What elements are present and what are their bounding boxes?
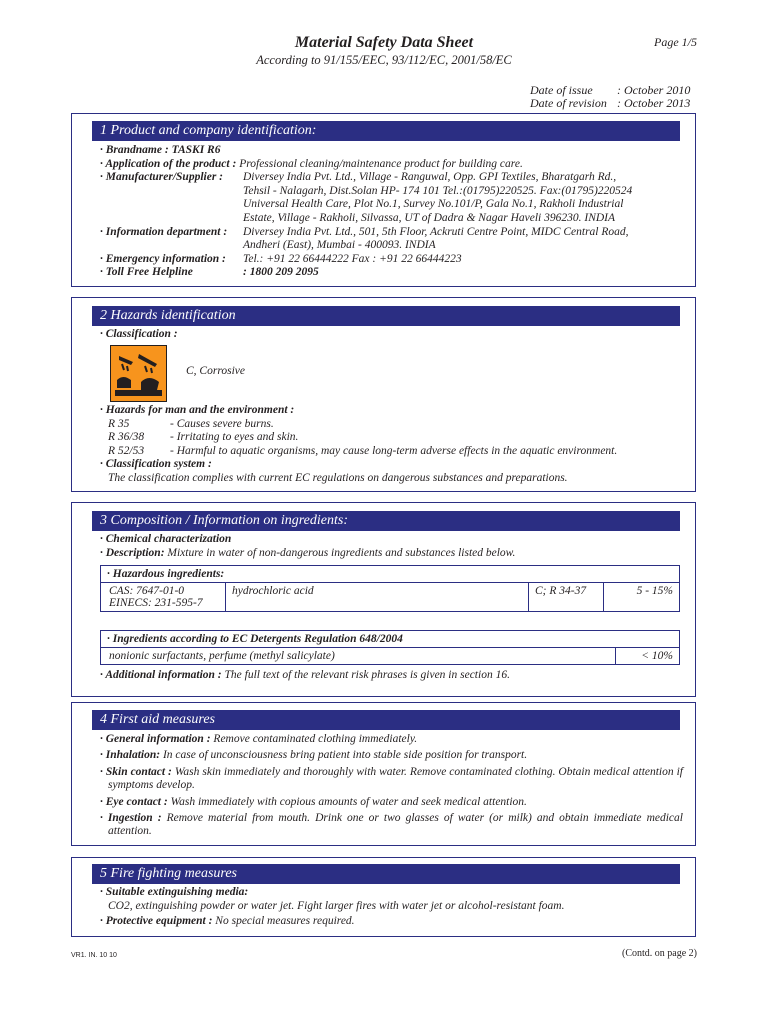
ingredient-name: hydrochloric acid [226,583,529,612]
continued-note: (Contd. on page 2) [622,948,697,959]
inhalation-label: · Inhalation: [100,749,161,762]
risk-phrase [100,431,683,445]
classification-system-text: The classification complies with current EC regulations on dangerous substances and preparations. [108,471,568,484]
information-line: Diversey India Pvt. Ltd., 501, 5th Floor, Ackruti Centre Point, MIDC Central Road, [243,225,629,238]
section-first-aid [71,702,696,846]
detergent-regulation-label: · Ingredients according to EC Detergents Regulation 648/2004 [101,631,680,648]
version-code: VR1. IN. 10 10 [71,952,117,959]
manufacturer-line: Estate, Village - Rakholi, Silvassa, UT of Dadra & Nagar Haveli 396230. INDIA [243,211,616,224]
application-label: · Application of the product : [100,157,237,170]
risk-code: R 36/38 [108,431,145,444]
ingredient-percentage: 5 - 15% [604,583,680,612]
detergent-percentage: < 10% [616,648,680,665]
section-hazards-identification [71,297,696,492]
hazardous-ingredients-table [104,565,680,612]
section-fire-fighting [71,857,696,937]
eye-contact-value: Wash immediately with copious amounts of water and seek medical attention. [167,795,527,808]
classification-system-label: · Classification system : [100,458,212,471]
detergent-ingredients: nonionic surfactants, perfume (methyl salicylate) [101,648,616,665]
manufacturer-line: Universal Health Care, Plot No.1, Survey No.101/P, Gala No.1, Rakholi Industrial [243,198,624,211]
risk-phrase [100,418,683,432]
skin-contact-label: · Skin contact : [100,765,172,778]
skin-contact-value: Wash skin immediately and thoroughly with water. Remove contaminated clothing. Obtain medical attention if symptoms develop. [108,765,684,792]
hazardous-ingredients-label: · Hazardous ingredients: [101,566,680,583]
brandname: · Brandname : TASKI R6 [100,144,221,156]
section-1-body [100,144,683,280]
einecs-number: EINECS: 231-595-7 [109,597,203,609]
hazards-block [100,404,683,486]
cas-number: CAS: 7647-01-0 [109,585,185,597]
eye-contact-label: · Eye contact : [100,795,168,808]
general-info-label: · General information : [100,733,211,745]
manufacturer-line: Tehsil - Nalagarh, Dist.Solan HP- 174 101 Tel.:(01795)220525. Fax:(01795)220524 [243,184,633,197]
protective-equipment-label: · Protective equipment : [100,915,213,928]
document-subtitle: According to 91/155/EEC, 93/112/EC, 2001/58/EC [256,53,512,67]
tollfree-value: : 1800 209 2095 [243,266,319,279]
ingredient-classification: C; R 34-37 [529,583,604,612]
additional-info-value: The full text of the relevant risk phrases is given in section 16. [221,669,510,681]
section-5-title: 5 Fire fighting measures [92,864,680,884]
corrosive-hazard-icon [110,345,167,402]
section-composition [71,502,696,697]
classification-label: · Classification : [100,328,178,340]
emergency-label: · Emergency information : [100,252,226,265]
dates-block [530,84,690,110]
manufacturer-label: · Manufacturer/Supplier : [100,171,224,184]
corrosive-label: C, Corrosive [186,365,245,377]
ingestion-value: Remove material from mouth. Drink one or two glasses of water (or milk) and obtain immediate medical attention. [108,812,683,838]
section-3-body [100,533,683,560]
emergency-value: Tel.: +91 22 66444222 Fax : +91 22 66444223 [243,252,462,265]
description-value: Mixture in water of non-dangerous ingredients and substances listed below. [164,546,516,559]
document-title: Material Safety Data Sheet [294,34,474,51]
information-label: · Information department : [100,225,228,238]
section-3-title: 3 Composition / Information on ingredients: [92,511,680,531]
risk-code: R 52/53 [108,444,145,457]
emergency-information [100,253,683,267]
section-4-title: 4 First aid measures [92,710,680,730]
tollfree-label: · Toll Free Helpline [100,266,193,279]
information-line: Andheri (East), Mumbai - 400093. INDIA [243,239,436,252]
section-product-identification [71,113,696,287]
section-2-title: 2 Hazards identification [92,306,680,326]
application-value: Professional cleaning/maintenance product for building care. [236,157,523,170]
toll-free-helpline [100,266,683,280]
hazards-label: · Hazards for man and the environment : [100,404,295,416]
risk-text: - Harmful to aquatic organisms, may cause long-term adverse effects in the aquatic environment. [170,444,618,457]
date-revision-value: : October 2013 [617,96,691,110]
inhalation-value: In case of unconsciousness bring patient into stable side position for transport. [160,749,528,762]
detergent-ingredients-table [104,630,680,665]
section-4-body [100,733,683,839]
extinguishing-media-value: CO2, extinguishing powder or water jet. Fight larger fires with water jet or alcohol-resistant foam. [108,899,565,912]
general-info-value: Remove contaminated clothing immediately. [210,733,418,745]
manufacturer-line: Diversey India Pvt. Ltd., Village - Ranguwal, Opp. GPI Textiles, Bharatgarh Rd., [243,171,617,184]
section-5-body [100,886,683,929]
additional-information [100,669,683,683]
section-1-title: 1 Product and company identification: [92,121,680,141]
protective-equipment-value: No special measures required. [212,915,355,928]
risk-code: R 35 [108,417,130,430]
chemical-characterization-label: · Chemical characterization [100,533,232,545]
risk-text: - Irritating to eyes and skin. [170,431,299,444]
ingredient-ids [101,583,226,612]
date-issue-label: Date of issue [530,83,593,97]
date-issue-value: : October 2010 [617,83,691,97]
risk-text: - Causes severe burns. [170,417,274,430]
additional-info-label: · Additional information : [100,669,222,681]
extinguishing-media-label: · Suitable extinguishing media: [100,886,249,898]
information-department [100,226,683,253]
manufacturer [100,171,683,225]
section-2-body [100,328,683,342]
ingestion-label: · Ingestion : [100,812,162,825]
page-number: Page 1/5 [654,35,697,49]
date-revision-label: Date of revision [530,96,607,110]
risk-phrase [100,445,683,459]
description-label: · Description: [100,546,165,559]
